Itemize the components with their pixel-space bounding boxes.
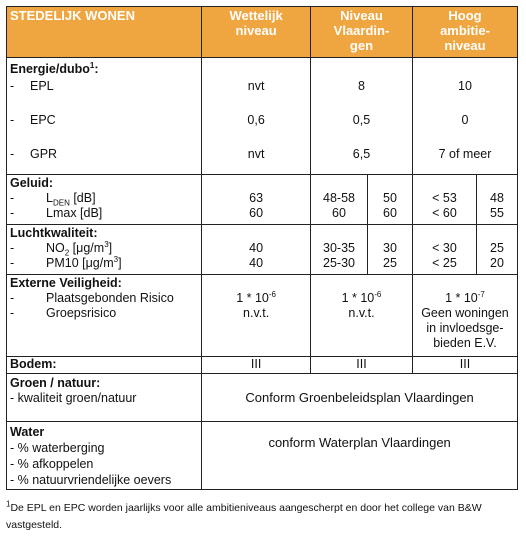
water-title: Water	[10, 425, 45, 439]
epl-wettelijk: nvt	[247, 79, 265, 93]
pm10-vl-a: 25-30	[323, 256, 355, 270]
water-labels	[7, 422, 202, 490]
lucht-wettelijk	[202, 225, 311, 275]
geluid-label-lden: - $L_{DEN}$ [dB]	[10, 191, 96, 208]
energie-vlaardingen	[311, 58, 413, 175]
gr-vlaardingen: n.v.t.	[348, 306, 375, 320]
no2-vl-b: 30	[383, 241, 397, 255]
energie-labels	[7, 58, 202, 175]
extern-labels	[7, 275, 202, 357]
lucht-label-pm10: - PM10 $[\mu g/m^3]$	[10, 254, 122, 270]
stedelijk-wonen-table	[6, 6, 518, 490]
gr-hoog-line3: bieden E.V.	[433, 336, 497, 350]
epl-hoog: 10	[458, 79, 472, 93]
lden-vl-b: 50	[383, 191, 397, 205]
gpr-vlaardingen: 6,5	[352, 147, 371, 161]
water-item-oevers: - % natuurvriendelijke oevers	[10, 473, 172, 487]
epc-wettelijk: 0,6	[247, 113, 265, 127]
lucht-labels	[7, 225, 202, 275]
lmax-h-a: < 60	[432, 206, 457, 220]
energie-title: Energie/dubo$^1$:	[10, 60, 99, 76]
pm10-h-a: < 25	[432, 256, 457, 270]
geluid-wettelijk	[202, 175, 311, 225]
pr-hoog: $1 * 10^{-7}$	[445, 289, 485, 305]
lden-vl-a: 48-58	[323, 191, 355, 205]
geluid-labels	[7, 175, 202, 225]
water-item-waterberging: - % waterberging	[10, 441, 105, 455]
header-wettelijk-text: Wettelijk niveau	[229, 8, 283, 38]
footnote-marker: 1	[6, 499, 11, 509]
extern-title: Externe Veiligheid:	[10, 276, 122, 290]
lucht-vl-b	[367, 225, 412, 275]
header-hoog-text: Hoog ambitie-niveau	[440, 8, 490, 53]
lucht-section	[7, 225, 518, 275]
gpr-wettelijk: nvt	[247, 147, 265, 161]
header-niveau-vlaardingen	[311, 7, 413, 58]
lden-h-a: < 53	[432, 191, 457, 205]
geluid-h-b	[476, 175, 517, 225]
lmax-vl-a: 60	[332, 206, 346, 220]
water-value: conform Waterplan Vlaardingen	[202, 422, 518, 490]
gr-hoog-line2: in invloedsge-	[426, 321, 504, 335]
geluid-vl-a	[311, 175, 368, 225]
footnote-text: De EPL en EPC worden jaarlijks voor alle ambitieniveaus aangescherpt en door het college van B&W vastgesteld.	[6, 502, 482, 531]
geluid-label-lmax: - Lmax [dB]	[10, 206, 103, 220]
pm10-vl-b: 25	[383, 256, 397, 270]
geluid-title: Geluid:	[10, 176, 54, 190]
groen-title: Groen / natuur:	[10, 376, 101, 390]
geluid-section	[7, 175, 518, 225]
extern-section	[7, 275, 518, 357]
lucht-h-b	[476, 225, 517, 275]
bodem-section	[7, 357, 518, 374]
header-stedelijk-wonen: STEDELIJK WONEN	[7, 7, 202, 58]
groen-item: - kwaliteit groen/natuur	[10, 391, 137, 405]
geluid-vl-b	[367, 175, 412, 225]
energie-label-gpr: - GPR	[10, 147, 58, 161]
lden-wettelijk: 63	[249, 191, 264, 205]
header-hoog-ambitieniveau	[412, 7, 517, 58]
lden-h-b: 48	[490, 191, 504, 205]
epc-hoog: 0	[461, 113, 469, 127]
water-section	[7, 422, 518, 490]
epl-vlaardingen: 8	[358, 79, 365, 93]
bodem-hoog: III	[412, 357, 517, 374]
header-vlaardingen-text: Niveau Vlaardin-gen	[333, 8, 390, 53]
gpr-hoog: 7 of meer	[438, 147, 492, 161]
energie-section	[7, 58, 518, 175]
bodem-vlaardingen: III	[311, 357, 413, 374]
lucht-vl-a	[311, 225, 368, 275]
geluid-h-a	[412, 175, 476, 225]
energie-label-epl: - EPL	[10, 79, 54, 93]
energie-label-epc: - EPC	[10, 113, 56, 127]
lucht-label-no2: - $NO_2$ $[\mu g/m^3]$	[10, 239, 113, 258]
extern-vlaardingen	[311, 275, 413, 357]
bodem-wettelijk: III	[202, 357, 311, 374]
lucht-h-a	[412, 225, 476, 275]
lmax-wettelijk: 60	[249, 206, 264, 220]
header-row	[7, 7, 518, 58]
extern-label-plaatsgebonden: - Plaatsgebonden Risico	[10, 291, 174, 305]
groen-section	[7, 374, 518, 422]
energie-hoog	[412, 58, 517, 175]
lmax-h-b: 55	[490, 206, 504, 220]
extern-wettelijk	[202, 275, 311, 357]
energie-wettelijk	[202, 58, 311, 175]
gr-hoog-line1: Geen woningen	[421, 306, 509, 320]
no2-vl-a: 30-35	[323, 241, 355, 255]
pr-vlaardingen: $1 * 10^{-6}$	[341, 289, 382, 305]
no2-h-b: 25	[490, 241, 504, 255]
lucht-title: Luchtkwaliteit:	[10, 226, 98, 240]
groen-labels	[7, 374, 202, 422]
water-item-afkoppelen: - % afkoppelen	[10, 457, 94, 471]
extern-hoog	[412, 275, 517, 357]
pm10-h-b: 20	[490, 256, 504, 270]
pm10-wettelijk: 40	[249, 256, 264, 270]
header-wettelijk-niveau	[202, 7, 311, 58]
bodem-title: Bodem:	[7, 357, 202, 374]
groen-value: Conform Groenbeleidsplan Vlaardingen	[202, 374, 518, 422]
epc-vlaardingen: 0,5	[352, 113, 371, 127]
footnote	[6, 500, 518, 534]
extern-label-groepsrisico: - Groepsrisico	[10, 306, 117, 320]
no2-h-a: < 30	[432, 241, 457, 255]
lmax-vl-b: 60	[383, 206, 397, 220]
no2-wettelijk: 40	[249, 241, 264, 255]
gr-wettelijk: n.v.t.	[243, 306, 270, 320]
pr-wettelijk: $1 * 10^{-6}$	[236, 289, 277, 305]
